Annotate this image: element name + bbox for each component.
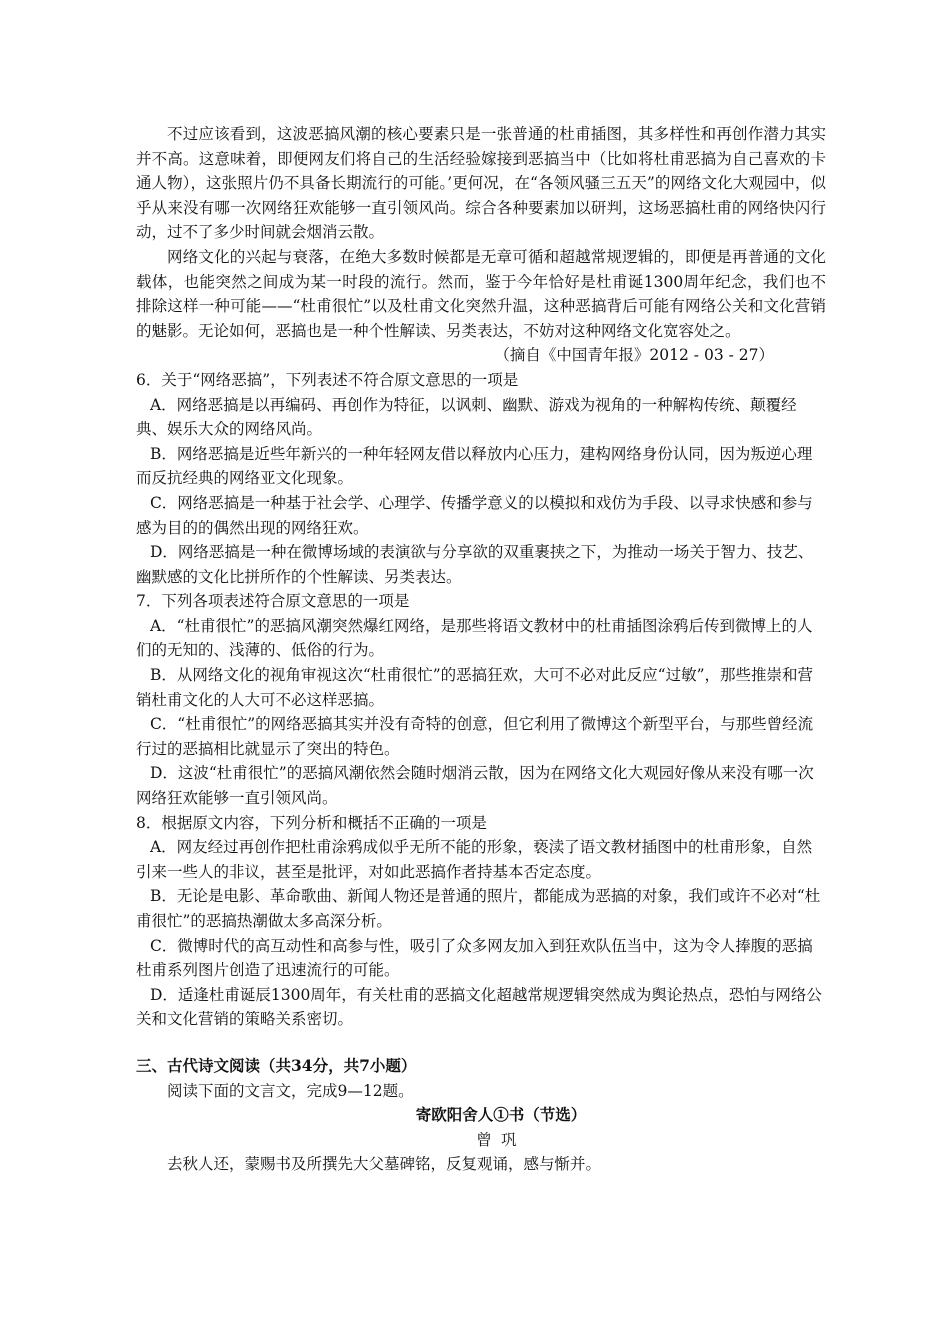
question-option: B．网络恶搞是近些年新兴的一种年轻网友借以释放内心压力，建构网络身份认同，因为叛逆心理而反抗经典的网络亚文化现象。 (136, 444, 813, 488)
question-option: B．无论是电影、革命歌曲、新闻人物还是普通的照片，都能成为恶搞的对象，我们或许不必对“杜甫很忙”的恶搞热潮做太多高深分析。 (136, 887, 821, 930)
question-option: D．适逢杜甫诞辰1300周年，有关杜甫的恶搞文化超越常规逻辑突然成为舆论热点，恐怕与网络公关和文化营销的策略关系密切。 (136, 985, 822, 1029)
classical-text-author: 曾巩 (476, 1130, 526, 1149)
question-option: D．这波“杜甫很忙”的恶搞风潮依然会随时烟消云散，因为在网络文化大观园好像从来没有哪一次网络狂欢能够一直引领风尚。 (136, 764, 814, 808)
question-option: A．“杜甫很忙”的恶搞风潮突然爆红网络，是那些将语文教材中的杜甫插图涂鸦后传到微博上的人们的无知的、浅薄的、低俗的行为。 (136, 616, 813, 660)
question-stem: 8．根据原文内容，下列分析和概括不正确的一项是 (136, 813, 487, 832)
question-option: C．“杜甫很忙”的网络恶搞其实并没有奇特的创意，但它利用了微博这个新型平台，与那些曾经流行过的恶搞相比就显示了突出的特色。 (136, 715, 814, 758)
question-option: C．微博时代的高互动性和高参与性，吸引了众多网友加入到狂欢队伍当中，这为令人捧腹的恶搞杜甫系列图片创造了迅速流行的可能。 (136, 936, 813, 980)
classical-text-line: 去秋人还，蒙赐书及所撰先大父墓碑铭，反复观诵，感与惭并。 (167, 1155, 602, 1174)
passage-paragraph: 不过应该看到，这波恶搞风潮的核心要素只是一张普通的杜甫插图，其多样性和再创作潜力其实并不高。这意味着，即便网友们将自己的生活经验嫁接到恶搞当中（比如将杜甫恶搞为自己喜欢的卡通人物），这张照片仍不具备长期流行的可能。’更何况，在“各领风骚三五天”的网络文化大观园中，似乎从来没有哪一次网络狂欢能够一直引领风尚。综合各种要素加以研判，这场恶搞杜甫的网络快闪行动，过不了多少时间就会烟消云散。 (136, 125, 826, 242)
question-option: B．从网络文化的视角审视这次“杜甫很忙”的恶搞狂欢，大可不必对此反应“过敏”，那些推崇和营销杜甫文化的人大可不必这样恶搞。 (136, 666, 814, 709)
passage-paragraph: 网络文化的兴起与衰落，在绝大多数时候都是无章可循和超越常规逻辑的，即便是再普通的文化载体，也能突然之间成为某一时段的流行。然而，鉴于今年恰好是杜甫诞1300周年纪念，我们也不排除这样一种可能——“杜甫很忙”以及杜甫文化突然升温，这种恶搞背后可能有网络公关和文化营销的魅影。无论如何，恶搞也是一种个性解读、另类表达，不妨对这种网络文化宽容处之。 (136, 247, 826, 340)
question-option: A．网友经过再创作把杜甫涂鸦成似乎无所不能的形象，亵渎了语文教材插图中的杜甫形象，自然引来一些人的非议，甚至是批评，对如此恶搞作者持基本否定态度。 (136, 838, 813, 881)
question-option: D．网络恶搞是一种在微博场域的表演欲与分享欲的双重裹挟之下，为推动一场关于智力、技艺、幽默感的文化比拼所作的个性解读、另类表达。 (136, 543, 814, 586)
question-stem: 6．关于“网络恶搞”，下列表述不符合原文意思的一项是 (136, 370, 519, 389)
document-page (136, 122, 826, 1177)
question-stem: 7．下列各项表述符合原文意思的一项是 (136, 592, 410, 611)
classical-text-title: 寄欧阳舍人①书（节选） (415, 1105, 587, 1125)
section-instruction: 阅读下面的文言文，完成9—12题。 (167, 1081, 414, 1100)
section-heading: 三、古代诗文阅读（共34分，共7小题） (136, 1055, 417, 1075)
question-option: A．网络恶搞是以再编码、再创作为特征，以讽刺、幽默、游戏为视角的一种解构传统、颠覆经典、娱乐大众的网络风尚。 (136, 395, 797, 439)
question-option: C．网络恶搞是一种基于社会学、心理学、传播学意义的以模拟和戏仿为手段、以寻求快感和参与感为目的的偶然出现的网络狂欢。 (136, 493, 813, 537)
source-citation: （摘自《中国青年报》2012 - 03 - 27） (494, 346, 774, 365)
